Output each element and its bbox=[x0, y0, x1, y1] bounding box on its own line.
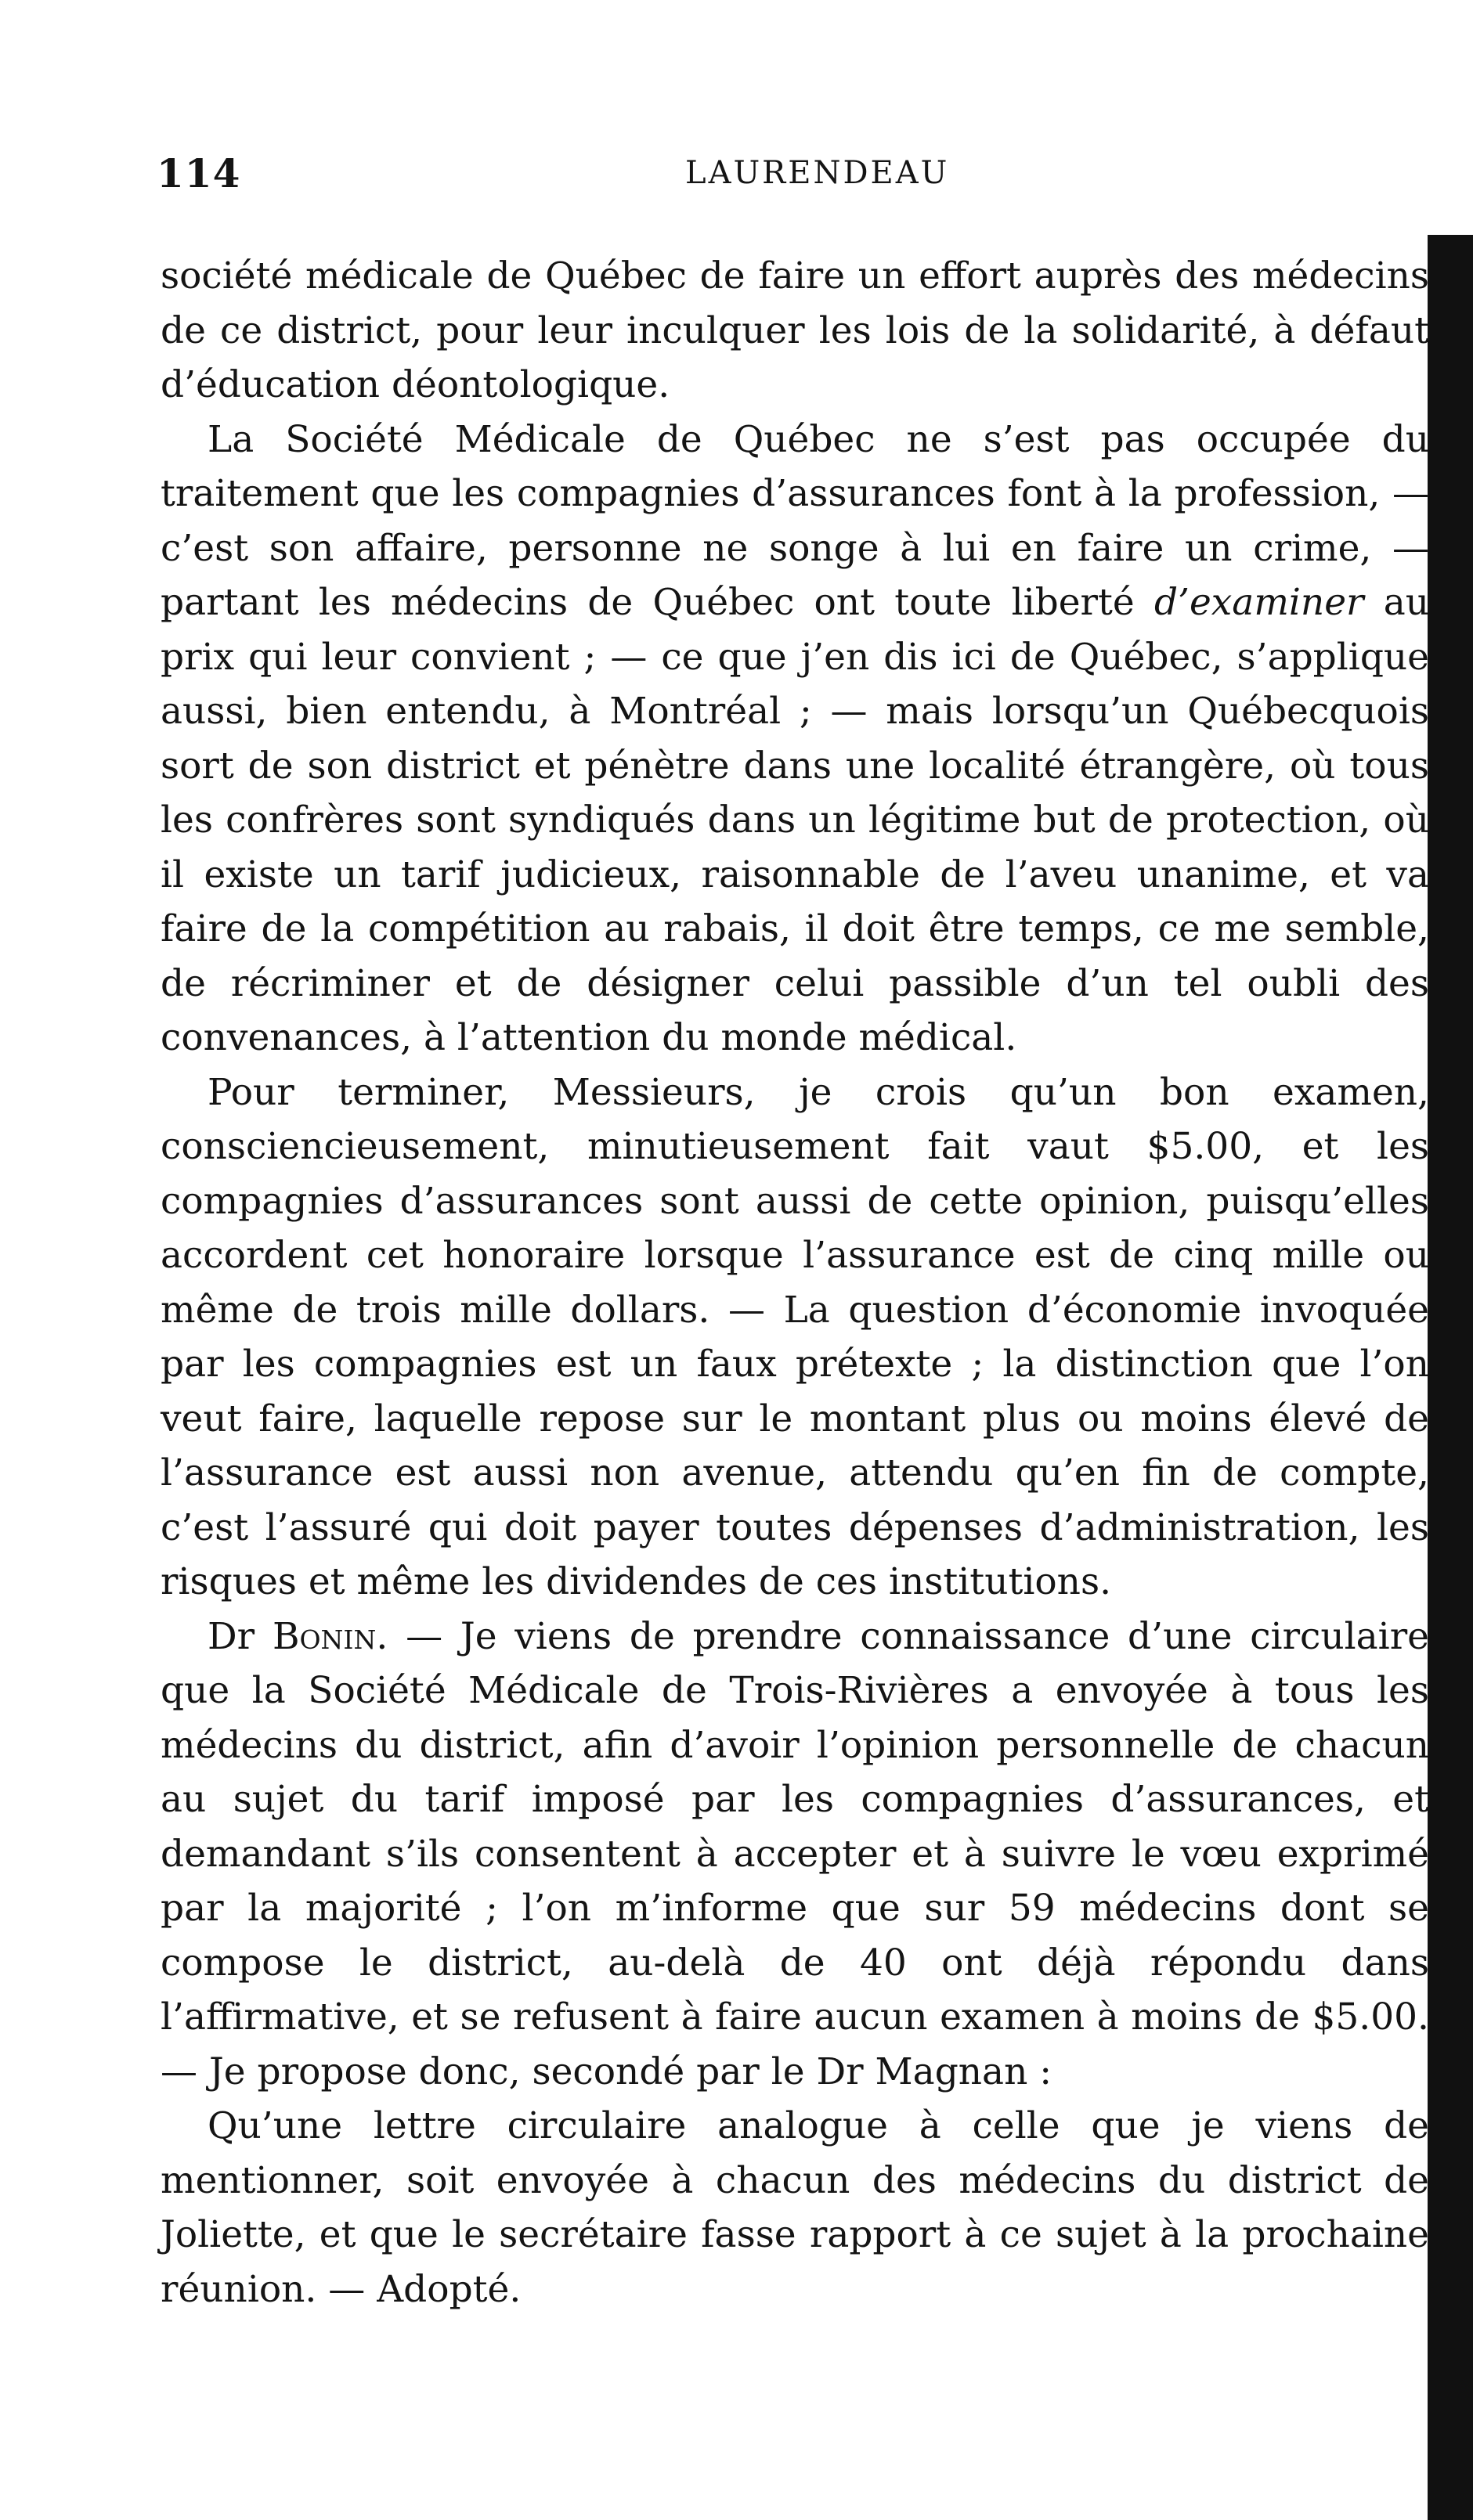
body-text bbox=[161, 249, 1429, 2316]
paragraph: Pour terminer, Messieurs, je crois qu’un bon examen, consciencieusement, minutieusement fait vaut $5.00, et les compagnies d’assurances sont aussi de cette opinion, puisqu’elles accordent cet honoraire lorsque l’assurance est de cinq mille ou même de trois mille dollars. — La question d’économie invoquée par les compagnies est un faux prétexte ; la distinction que l’on veut faire, laquelle repose sur le montant plus ou moins élevé de l’assurance est aussi non avenue, attendu qu’en fin de compte, c’est l’assuré qui doit payer toutes dépenses d’administration, les risques et même les dividendes de ces institutions. bbox=[161, 1070, 1429, 1603]
paragraph: Qu’une lettre circulaire analogue à celle que je viens de mentionner, soit envoyée à chacun des médecins du district de Joliette, et que le secrétaire fasse rapport à ce sujet à la prochaine réunion. — Adopté. bbox=[161, 2104, 1429, 2311]
page-number: 114 bbox=[157, 150, 241, 196]
speaker-prefix: Dr bbox=[208, 1614, 273, 1658]
scan-binding-edge bbox=[1428, 235, 1473, 2520]
paragraph bbox=[161, 1610, 1429, 2100]
page-header bbox=[157, 150, 1425, 197]
paragraph: société médicale de Québec de faire un effort auprès des médecins de ce district, pour leur inculquer les lois de la solidarité, à défaut d’éducation déontologique. bbox=[161, 254, 1429, 406]
paragraph-text: au prix qui leur convient ; — ce que j’en dis ici de Québec, s’applique aussi, bien entendu, à Montréal ; — mais lorsqu’un Québecquois sort de son district et pénètre dans une localité étrangère, où tous les confrères sont syndiqués dans un légitime but de protection, où il existe un tarif judicieux, raisonnable de l’aveu unanime, et va faire de la compétition au rabais, il doit être temps, ce me semble, de récriminer et de désigner celui passible d’un tel oubli des convenances, à l’attention du monde médical. bbox=[161, 581, 1430, 1059]
paragraph-text: . — Je viens de prendre connaissance d’une circulaire que la Société Médicale de Trois-Rivières a envoyée à tous les médecins du district, afin d’avoir l’opinion personnelle de chacun au sujet du tarif imposé par les compagnies d’assurances, et demandant s’ils consentent à accepter et à suivre le vœu exprimé par la majorité ; l’on m’informe que sur 59 médecins dont se compose le district, au-delà de 40 ont déjà répondu dans l’affirmative, et se refusent à faire aucun examen à moins de $5.00. — Je propose donc, secondé par le Dr Magnan : bbox=[161, 1614, 1430, 2093]
speaker-name: Bonin bbox=[272, 1614, 377, 1658]
paragraph-text: La Société Médicale de Québec ne s’est pas occupée du traitement que les compagnies d’assurances font à la profession, — c’est son affaire, personne ne songe à lui en faire un crime, — partant les médecins de Québec ont toute liberté bbox=[161, 417, 1429, 624]
paragraph bbox=[161, 413, 1429, 1065]
emphasis-text: d’examiner bbox=[1153, 581, 1364, 624]
running-head: LAURENDEAU bbox=[685, 155, 950, 191]
